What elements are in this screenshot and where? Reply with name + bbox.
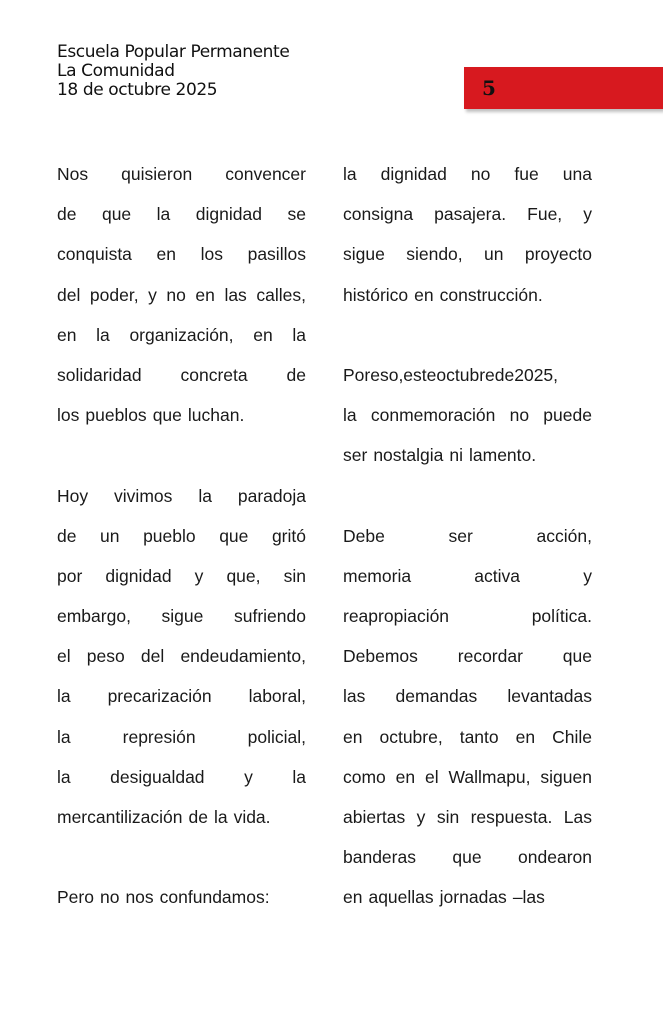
text-line: conquista en los pasillos [57, 244, 306, 265]
left-paragraph [57, 154, 306, 435]
text-line: banderas que ondearon [343, 847, 592, 868]
text-line: la conmemoración no puede [343, 405, 592, 426]
text-line: solidaridad concreta de [57, 364, 306, 385]
text-line: Debe ser acción, [343, 525, 592, 546]
text-line: como en el Wallmapu, siguen [343, 766, 592, 787]
text-line: Debemos recordar que [343, 646, 592, 667]
left-text-column [57, 154, 306, 958]
text-line: del poder, y no en las calles, [57, 284, 306, 305]
text-line: de un pueblo que gritó [57, 525, 306, 546]
page-number: 5 [482, 76, 496, 100]
text-line: Poreso,esteoctubrede2025, [343, 364, 559, 385]
text-line: mercantilización de la vida. [57, 807, 271, 827]
text-line: ser nostalgia ni lamento. [343, 445, 537, 466]
text-line: por dignidad y que, sin [57, 565, 306, 586]
text-line: Pero no nos confundamos: [57, 887, 270, 908]
text-line: Hoy vivimos la paradoja [57, 485, 306, 506]
text-line: abiertas y sin respuesta. Las [343, 807, 592, 827]
right-paragraph [343, 355, 592, 476]
text-line: en aquellas jornadas –las [343, 887, 545, 908]
text-line: reapropiación política. [343, 606, 592, 627]
text-line: el peso del endeudamiento, [57, 646, 306, 667]
text-line: la desigualdad y la [57, 766, 306, 787]
text-line: consigna pasajera. Fue, y [343, 204, 592, 225]
header-organization: Escuela Popular Permanente [57, 42, 290, 62]
text-line: la dignidad no fue una [343, 164, 592, 184]
text-line: las demandas levantadas [343, 686, 592, 707]
header-date: 18 de octubre 2025 [57, 80, 218, 100]
text-line: en la organización, en la [57, 324, 306, 345]
document-header [57, 43, 289, 100]
header-community: La Comunidad [57, 61, 175, 81]
left-paragraph [57, 877, 306, 917]
text-line: la represión policial, [57, 726, 306, 747]
left-paragraph [57, 476, 306, 838]
right-paragraph [343, 516, 592, 918]
text-line: los pueblos que luchan. [57, 405, 245, 426]
text-line: embargo, sigue sufriendo [57, 606, 306, 627]
text-line: memoria activa y [343, 565, 592, 586]
text-line: histórico en construcción. [343, 284, 543, 305]
right-paragraph [343, 154, 592, 315]
right-text-column [343, 154, 592, 958]
text-line: Nos quisieron convencer [57, 164, 306, 184]
text-line: en octubre, tanto en Chile [343, 726, 592, 747]
text-line: la precarización laboral, [57, 686, 306, 707]
page-number-tab [464, 67, 663, 109]
text-line: de que la dignidad se [57, 204, 306, 225]
text-line: sigue siendo, un proyecto [343, 244, 592, 265]
